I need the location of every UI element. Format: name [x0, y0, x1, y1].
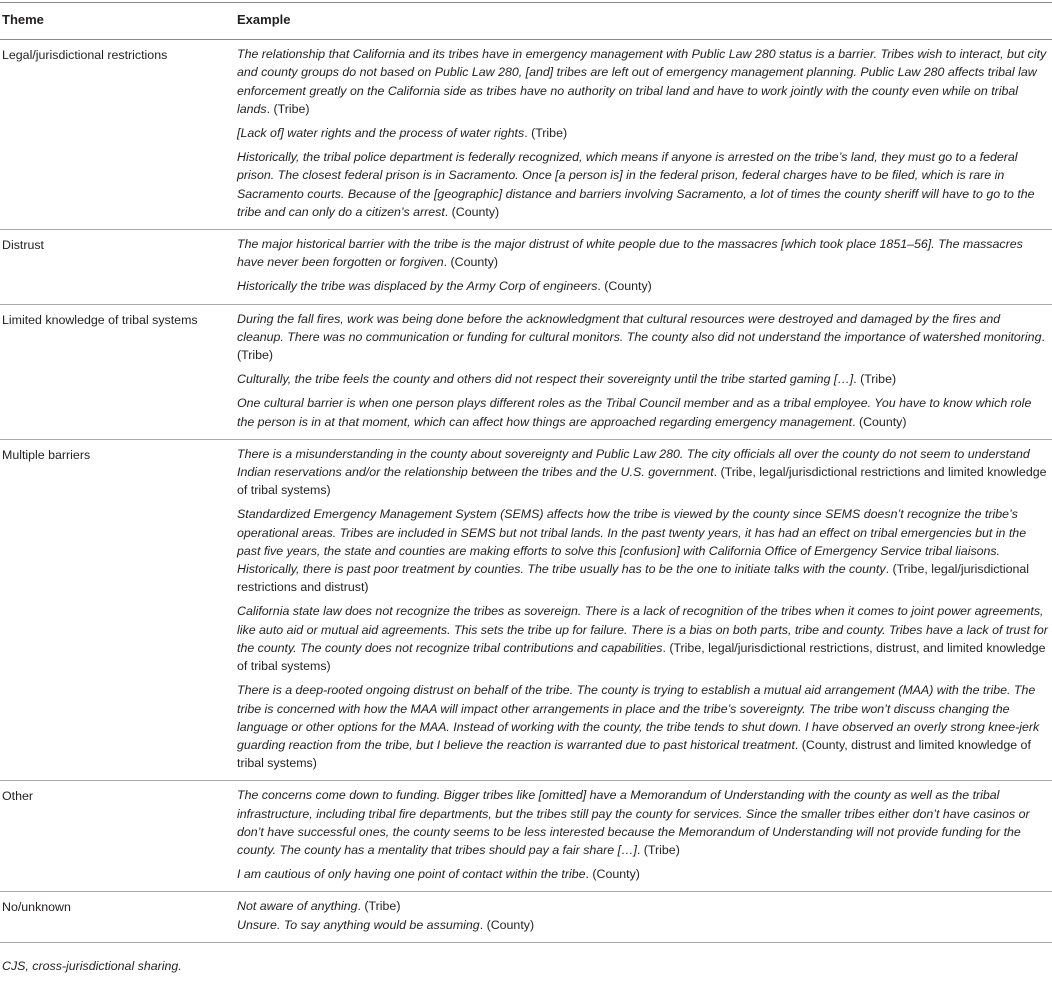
table-footnote: CJS, cross-jurisdictional sharing. — [2, 958, 182, 973]
example-entry — [237, 865, 1050, 883]
example-quote: Culturally, the tribe feels the county and others did not respect their sovereignty until the tribe started gaming […] — [237, 372, 854, 387]
example-quote: There is a deep-rooted ongoing distrust on behalf of the tribe. The county is trying to establish a mutual aid arrangement (MAA) with the tribe. The tribe is concerned with how the MAA will impact other arrangements in place and the tribe’s sovereignty. The tribe won’t discuss changing the language or other options for the MAA. Instead of working with the county, the tribe tends to shut down. I have observed an overly strong knee-jerk guarding reaction from the tribe, but I believe the reaction is warranted due to past historical treatment — [237, 683, 1040, 752]
table-row — [0, 439, 1052, 780]
example-source: . (Tribe, legal/jurisdictional restrictions, distrust, and limited knowledge of tribal systems) — [237, 640, 1046, 674]
example-entry — [237, 916, 1050, 934]
example-quote: Not aware of anything — [237, 899, 358, 914]
example-entry — [237, 445, 1050, 500]
example-quote: The major historical barrier with the tribe is the major distrust of white people due to the massacres [which took place 1851–56]. The massacres have never been forgotten or forgiven — [237, 237, 1023, 270]
example-entry — [237, 235, 1050, 271]
example-cell — [236, 781, 1052, 892]
example-quote: The concerns come down to funding. Bigger tribes like [omitted] have a Memorandum of Understanding with the county as well as the tribal infrastructure, including tribal fire departments, but the tribes still pay the county for services. Since the smaller tribes either don’t have casinos or don’t have successful ones, the county seems to be less interested because the Memorandum of Understanding will not provide funding for the county. The county has a mentality that tribes should pay a fair share […] — [237, 788, 1030, 857]
theme-cell: Distrust — [0, 230, 236, 305]
example-source: . (County) — [852, 414, 907, 429]
theme-cell: Limited knowledge of tribal systems — [0, 304, 236, 439]
example-entry — [237, 786, 1050, 859]
example-source: . (Tribe) — [266, 101, 310, 116]
example-source: . (Tribe) — [357, 899, 401, 914]
example-quote: [Lack of] water rights and the process of water rights — [237, 126, 525, 141]
example-entry — [237, 277, 1050, 295]
example-quote: California state law does not recognize the tribes as sovereign. There is a lack of recognition of the tribes when it comes to joint power agreements, like auto aid or mutual aid agreements. This sets the tribe up for failure. There is a bias on both parts, tribe and county. Tribes have a lack of trust for the county. The county does not recognize tribal contributions and capabilities — [237, 604, 1048, 655]
example-entry — [237, 394, 1050, 430]
example-quote: Historically the tribe was displaced by the Army Corp of engineers — [237, 279, 598, 294]
header-example: Example — [236, 3, 1052, 40]
barriers-table — [0, 2, 1052, 943]
table-row — [0, 40, 1052, 230]
example-entry — [237, 897, 1050, 915]
example-quote: There is a misunderstanding in the county about sovereignty and Public Law 280. The city officials all over the county do not seem to understand Indian reservations and/or the relationship between the tribes and the U.S. government — [237, 446, 1030, 480]
example-cell — [236, 304, 1052, 439]
theme-cell: Multiple barriers — [0, 439, 236, 780]
example-source: . (Tribe) — [853, 372, 897, 387]
example-entry — [237, 505, 1050, 596]
example-quote: Unsure. To say anything would be assuming — [237, 917, 480, 932]
example-cell — [236, 40, 1052, 230]
example-quote: One cultural barrier is when one person plays different roles as the Tribal Council member and as a tribal employee. You have to know which role the person is in at that moment, which can affect how things are approached regarding emergency management — [237, 396, 1032, 429]
example-entry — [237, 370, 1050, 388]
theme-cell: Other — [0, 781, 236, 892]
example-quote: I am cautious of only having one point of contact within the tribe — [237, 867, 586, 882]
example-source: . (Tribe) — [636, 842, 680, 857]
example-source: . (Tribe) — [524, 126, 568, 141]
example-cell — [236, 892, 1052, 942]
example-entry — [237, 310, 1050, 365]
example-quote: The relationship that California and its tribes have in emergency management with Public Law 280 status is a barrier. Tribes wish to interact, but city and county groups do not based on Public Law 280, [and] tribes are left out of emergency management planning. Public Law 280 affects tribal law enforcement greatly on the California side as tribes have no authority on tribal land and have to work jointly with the county even while on tribal lands — [237, 47, 1047, 116]
example-entry — [237, 602, 1050, 675]
example-source: . (County) — [443, 255, 499, 270]
example-source: . (County) — [597, 279, 652, 294]
example-source: . (County) — [585, 867, 640, 882]
example-entry — [237, 148, 1050, 221]
example-quote: During the fall fires, work was being done before the acknowledgment that cultural resources were destroyed and damaged by the fires and cleanup. There was no communication or funding for cultural monitors. The county also did not understand the importance of watershed monitoring — [237, 311, 1042, 344]
example-source: . (County, distrust and limited knowledge of tribal systems) — [237, 737, 1031, 771]
example-entry — [237, 124, 1050, 142]
example-source: . (Tribe, legal/jurisdictional restrictions and limited knowledge of tribal systems) — [237, 465, 1047, 498]
example-source: . (Tribe) — [237, 329, 1045, 363]
header-row — [0, 3, 1052, 40]
theme-cell: Legal/jurisdictional restrictions — [0, 40, 236, 230]
example-quote: Historically, the tribal police department is federally recognized, which means if anyone is arrested on the tribe’s land, they must go to a federal prison. The closest federal prison is in Sacramento. Once [a person is] in the federal prison, federal charges have to be filed, which is rare in Sacramento courts. Because of the [geographic] distance and barriers involving Sacramento, a lot of times the county sheriff will have to go to the tribe and can only do a citizen’s arrest — [237, 150, 1035, 219]
table-row — [0, 230, 1052, 305]
example-source: . (County) — [444, 204, 500, 219]
example-cell — [236, 230, 1052, 305]
theme-cell: No/unknown — [0, 892, 236, 942]
table-row — [0, 304, 1052, 439]
example-quote: Standardized Emergency Management System (SEMS) affects how the tribe is viewed by the county since SEMS doesn’t recognize the tribe’s operational areas. Tribes are included in SEMS but not tribal lands. In the past twenty years, it has had an effect on tribal emergencies but in the past five years, the state and counties are making efforts to solve this [confusion] with California Office of Emergency Service tribal liaisons. Historically, there is past poor treatment by counties. The tribe usually has to be the one to initiate talks with the county — [237, 507, 1027, 577]
example-source: . (County) — [479, 917, 535, 932]
example-cell — [236, 439, 1052, 780]
header-theme: Theme — [0, 3, 236, 40]
example-source: . (Tribe, legal/jurisdictional restrictions and distrust) — [237, 562, 1030, 595]
table-row — [0, 892, 1052, 942]
table-row — [0, 781, 1052, 892]
example-entry — [237, 45, 1050, 118]
example-entry — [237, 681, 1050, 772]
table-body — [0, 40, 1052, 943]
